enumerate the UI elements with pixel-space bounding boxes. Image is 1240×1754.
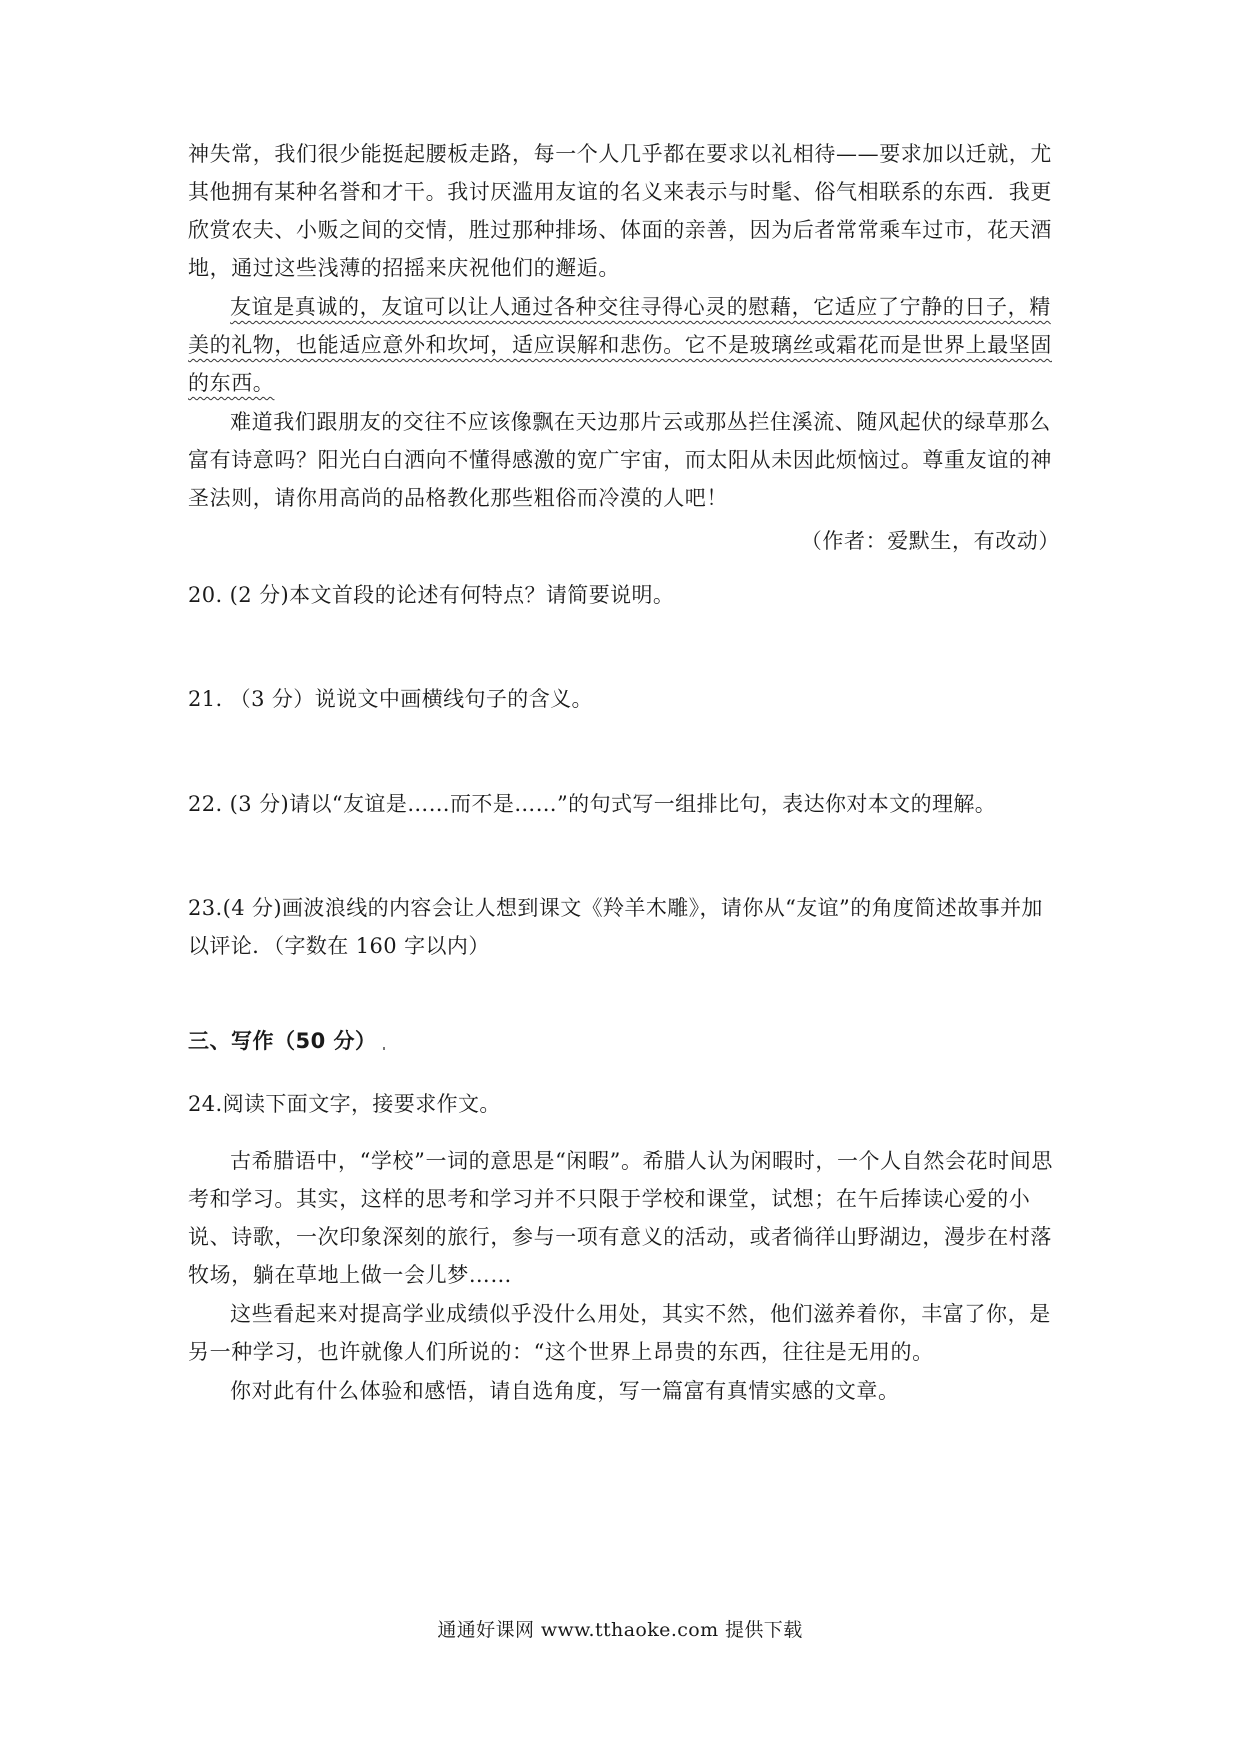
writing-prompt-paragraph-1: 古希腊语中，“学校”一词的意思是“闲暇”。希腊人认为闲暇时，一个人自然会花时间思考和学习。其实，这样的思考和学习并不只限于学校和课堂，试想；在午后捧读心爱的小说、诗歌，一次印象深刻的旅行，参与一项有意义的活动，或者徜徉山野湖边，漫步在村落牧场，躺在草地上做一会儿梦……	[188, 1149, 1053, 1287]
writing-heading-text: 三、写作（50 分）	[188, 1029, 377, 1053]
writing-section-heading	[188, 1022, 385, 1060]
heading-tick-mark	[383, 1047, 385, 1050]
writing-prompt-paragraph-2: 这些看起来对提高学业成绩似乎没什么用处，其实不然，他们滋养着你，丰富了你，是另一种学习，也许就像人们所说的：“这个世界上昂贵的东西，往往是无用的。	[188, 1302, 1051, 1364]
passage-paragraph-3: 难道我们跟朋友的交往不应该像飘在天边那片云或那丛拦住溪流、随风起伏的绿草那么富有诗意吗？阳光白白洒向不懂得感激的宽广宇宙，而太阳从未因此烦恼过。尊重友谊的神圣法则，请你用高尚的品格教化那些粗俗而冷漠的人吧！	[188, 410, 1052, 510]
question-22: 22. (3 分)请以“友谊是……而不是……”的句式写一组排比句，表达你对本文的理解。	[188, 792, 997, 816]
question-23: 23.(4 分)画波浪线的内容会让人想到课文《羚羊木雕》，请你从“友谊”的角度简述故事并加以评论．（字数在 160 字以内）	[188, 896, 1043, 958]
question-20: 20. (2 分)本文首段的论述有何特点？请简要说明。	[188, 583, 675, 607]
wavy-underlined-text: 友谊是真诚的，友谊可以让人通过各种交往寻得心灵的慰藉，它适应了宁静的日子，精美的礼物，也能适应意外和坎坷，适应误解和悲伤。它不是玻璃丝或霜花而是世界上最坚固的东西。	[188, 295, 1052, 395]
question-24: 24.阅读下面文字，接要求作文。	[188, 1092, 501, 1116]
question-21: 21. （3 分）说说文中画横线句子的含义。	[188, 687, 593, 711]
writing-prompt-paragraph-3: 你对此有什么体验和感悟，请自选角度，写一篇富有真情实感的文章。	[230, 1379, 900, 1403]
attribution: （作者：爱默生，有改动）	[800, 529, 1060, 553]
passage-paragraph-2-wavy	[188, 288, 1060, 402]
page-footer: 通通好课网 www.tthaoke.com 提供下载	[437, 1619, 803, 1641]
passage-paragraph-1: 神失常，我们很少能挺起腰板走路，每一个人几乎都在要求以礼相待——要求加以迁就，尤其他拥有某种名誉和才干。我讨厌滥用友谊的名义来表示与时髦、俗气相联系的东西．我更欣赏农夫、小贩之间的交情，胜过那种排场、体面的亲善，因为后者常常乘车过市，花天酒地，通过这些浅薄的招摇来庆祝他们的邂逅。	[188, 142, 1052, 280]
